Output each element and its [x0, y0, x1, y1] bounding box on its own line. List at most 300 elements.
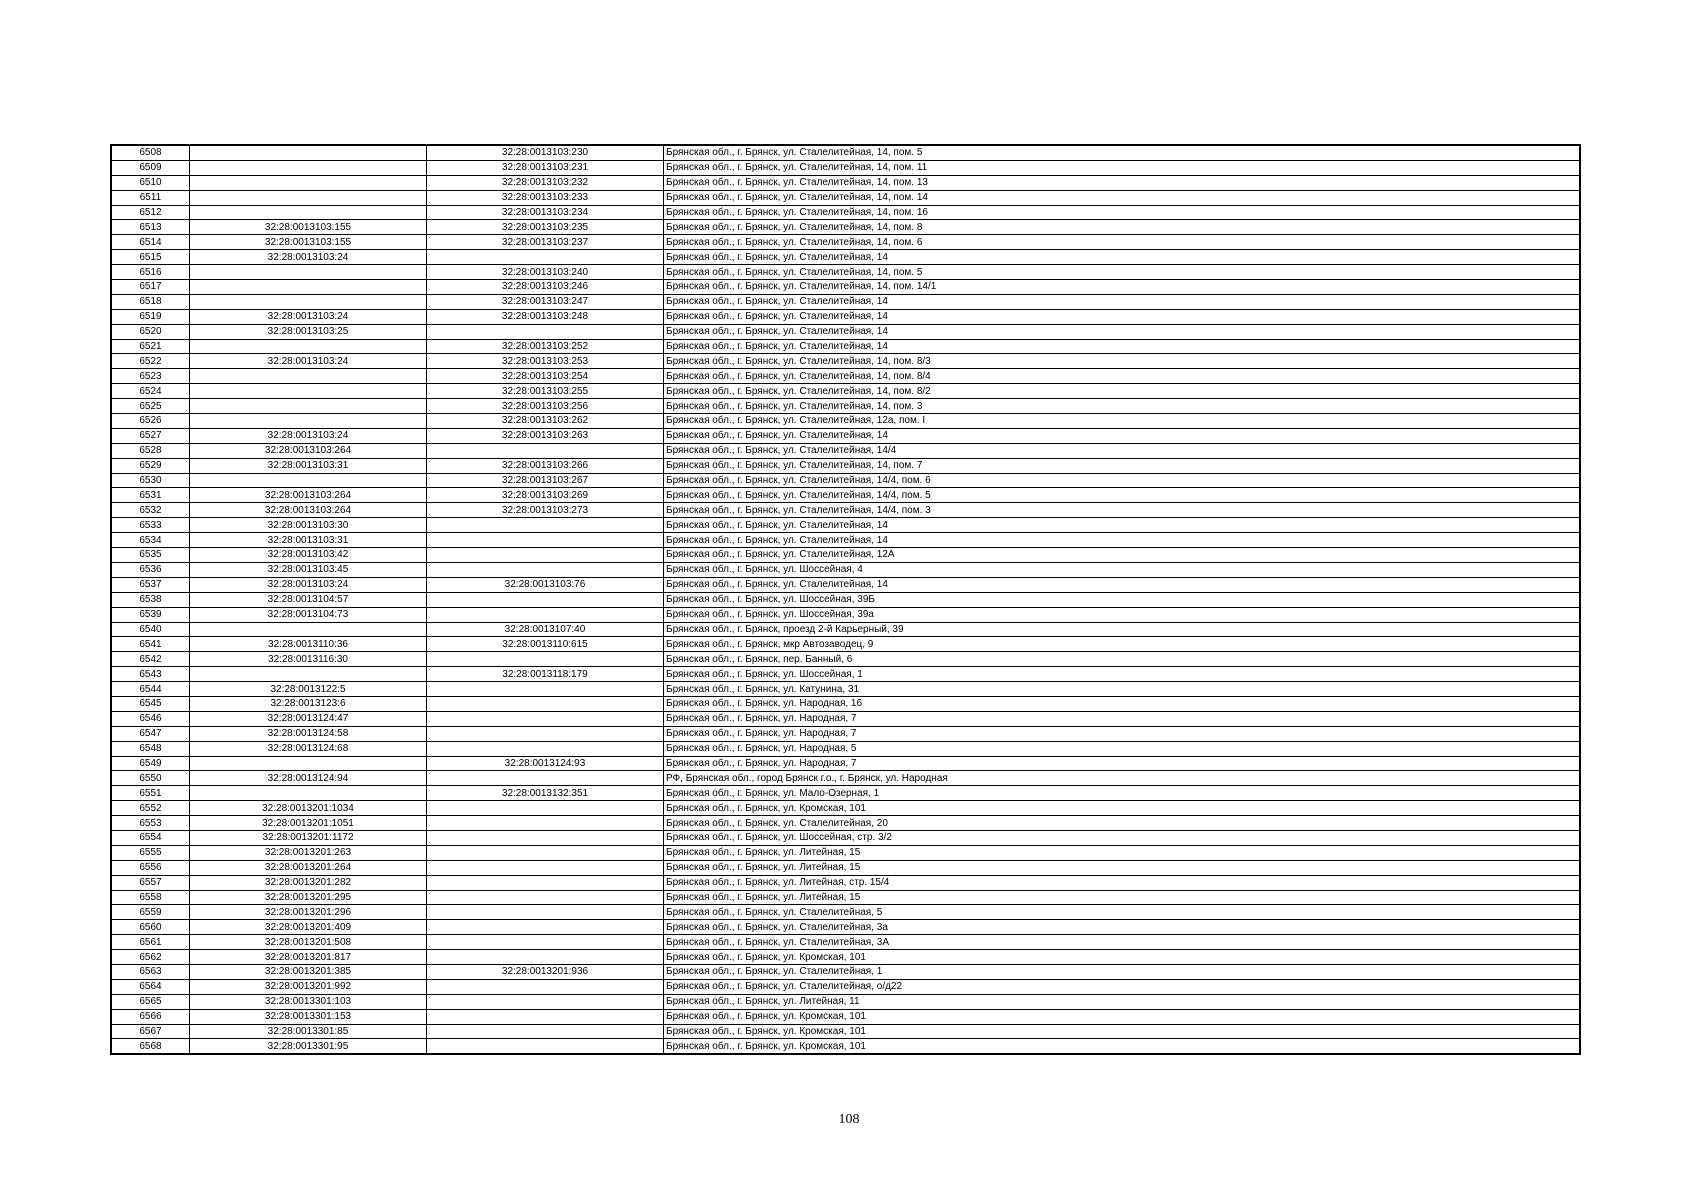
cadastral-number-cell [427, 592, 664, 607]
row-number-cell: 6521 [111, 339, 190, 354]
table-row [111, 875, 1580, 890]
parent-cadastral-number-cell: 32:28:0013103:264 [190, 488, 427, 503]
table-row [111, 294, 1580, 309]
row-number-cell: 6539 [111, 607, 190, 622]
table-row [111, 607, 1580, 622]
address-cell: Брянская обл., г. Брянск, ул. Литейная, 15 [664, 860, 1581, 875]
table-row [111, 994, 1580, 1009]
address-cell: Брянская обл., г. Брянск, ул. Сталелитейная, 14, пом. 8/4 [664, 369, 1581, 384]
cadastral-number-cell [427, 801, 664, 816]
cadastral-number-cell [427, 548, 664, 563]
address-cell: Брянская обл., г. Брянск, ул. Литейная, 15 [664, 890, 1581, 905]
address-cell: Брянская обл., г. Брянск, ул. Сталелитейная, 5 [664, 905, 1581, 920]
parent-cadastral-number-cell: 32:28:0013122:5 [190, 682, 427, 697]
address-cell: Брянская обл., г. Брянск, ул. Сталелитейная, 14/4, пом. 6 [664, 473, 1581, 488]
row-number-cell: 6537 [111, 577, 190, 592]
row-number-cell: 6516 [111, 265, 190, 280]
address-cell: Брянская обл., г. Брянск, ул. Народная, 5 [664, 741, 1581, 756]
parent-cadastral-number-cell [190, 369, 427, 384]
cadastral-number-cell [427, 979, 664, 994]
address-cell: Брянская обл., г. Брянск, ул. Сталелитейная, 14, пом. 8/3 [664, 354, 1581, 369]
parent-cadastral-number-cell: 32:28:0013103:264 [190, 503, 427, 518]
row-number-cell: 6538 [111, 592, 190, 607]
parent-cadastral-number-cell: 32:28:0013103:25 [190, 324, 427, 339]
cadastral-number-cell: 32:28:0013103:240 [427, 265, 664, 280]
row-number-cell: 6544 [111, 682, 190, 697]
address-cell: Брянская обл., г. Брянск, ул. Сталелитейная, 14 [664, 533, 1581, 548]
table-row [111, 1039, 1580, 1054]
cadastral-number-cell [427, 920, 664, 935]
parent-cadastral-number-cell: 32:28:0013124:94 [190, 771, 427, 786]
page-number: 108 [838, 1112, 860, 1127]
cadastral-number-cell [427, 845, 664, 860]
table-row [111, 964, 1580, 979]
table-row [111, 145, 1580, 160]
cadastral-number-cell: 32:28:0013103:248 [427, 309, 664, 324]
address-cell: Брянская обл., г. Брянск, ул. Шоссейная, 39Б [664, 592, 1581, 607]
cadastral-number-cell [427, 816, 664, 831]
table-row [111, 339, 1580, 354]
cadastral-number-cell: 32:28:0013103:262 [427, 414, 664, 429]
row-number-cell: 6543 [111, 667, 190, 682]
cadastral-number-cell: 32:28:0013103:234 [427, 205, 664, 220]
parent-cadastral-number-cell: 32:28:0013103:31 [190, 458, 427, 473]
cadastral-number-cell: 32:28:0013103:255 [427, 384, 664, 399]
cadastral-number-cell [427, 1009, 664, 1024]
parent-cadastral-number-cell: 32:28:0013201:409 [190, 920, 427, 935]
row-number-cell: 6565 [111, 994, 190, 1009]
row-number-cell: 6528 [111, 443, 190, 458]
address-cell: Брянская обл., г. Брянск, ул. Народная, 16 [664, 696, 1581, 711]
cadastral-number-cell: 32:28:0013132:351 [427, 786, 664, 801]
row-number-cell: 6524 [111, 384, 190, 399]
table-row [111, 845, 1580, 860]
address-cell: Брянская обл., г. Брянск, ул. Сталелитейная, 14 [664, 518, 1581, 533]
address-cell: Брянская обл., г. Брянск, ул. Сталелитейная, 14, пом. 8/2 [664, 384, 1581, 399]
row-number-cell: 6512 [111, 205, 190, 220]
table-row [111, 369, 1580, 384]
table-row [111, 250, 1580, 265]
address-cell: Брянская обл., г. Брянск, ул. Сталелитейная, 14 [664, 309, 1581, 324]
address-cell: Брянская обл., г. Брянск, ул. Кромская, 101 [664, 1009, 1581, 1024]
address-cell: Брянская обл., г. Брянск, ул. Сталелитейная, 14/4, пом. 3 [664, 503, 1581, 518]
cadastral-number-cell: 32:28:0013103:253 [427, 354, 664, 369]
parent-cadastral-number-cell: 32:28:0013103:155 [190, 235, 427, 250]
row-number-cell: 6532 [111, 503, 190, 518]
cadastral-number-cell: 32:28:0013103:247 [427, 294, 664, 309]
table-row [111, 235, 1580, 250]
parent-cadastral-number-cell: 32:28:0013103:264 [190, 443, 427, 458]
parent-cadastral-number-cell: 32:28:0013124:58 [190, 726, 427, 741]
cadastral-number-cell: 32:28:0013107:40 [427, 622, 664, 637]
parent-cadastral-number-cell [190, 205, 427, 220]
table-row [111, 890, 1580, 905]
address-cell: Брянская обл., г. Брянск, ул. Сталелитейная, 14 [664, 428, 1581, 443]
address-cell: Брянская обл., г. Брянск, ул. Сталелитейная, 14, пом. 16 [664, 205, 1581, 220]
cadastral-number-cell [427, 682, 664, 697]
table-row [111, 696, 1580, 711]
address-cell: Брянская обл., г. Брянск, ул. Кромская, 101 [664, 801, 1581, 816]
parent-cadastral-number-cell: 32:28:0013201:385 [190, 964, 427, 979]
cadastral-number-cell: 32:28:0013103:232 [427, 175, 664, 190]
row-number-cell: 6508 [111, 145, 190, 160]
table-row [111, 548, 1580, 563]
table-row [111, 756, 1580, 771]
address-cell: Брянская обл., г. Брянск, ул. Народная, 7 [664, 726, 1581, 741]
cadastral-number-cell [427, 890, 664, 905]
address-cell: Брянская обл., г. Брянск, ул. Литейная, 15 [664, 845, 1581, 860]
cadastral-number-cell [427, 860, 664, 875]
cadastral-number-cell: 32:28:0013103:231 [427, 160, 664, 175]
address-cell: Брянская обл., г. Брянск, ул. Сталелитейная, 3а [664, 920, 1581, 935]
parent-cadastral-number-cell: 32:28:0013123:6 [190, 696, 427, 711]
cadastral-number-cell [427, 711, 664, 726]
address-cell: Брянская обл., г. Брянск, ул. Сталелитейная, 14 [664, 294, 1581, 309]
row-number-cell: 6558 [111, 890, 190, 905]
table-body [111, 145, 1580, 1054]
address-cell: Брянская обл., г. Брянск, ул. Сталелитейная, 14, пом. 14 [664, 190, 1581, 205]
row-number-cell: 6541 [111, 637, 190, 652]
table-row [111, 592, 1580, 607]
cadastral-number-cell [427, 726, 664, 741]
table-row [111, 205, 1580, 220]
table-row [111, 950, 1580, 965]
address-cell: Брянская обл., г. Брянск, ул. Сталелитейная, 1 [664, 964, 1581, 979]
parent-cadastral-number-cell: 32:28:0013201:296 [190, 905, 427, 920]
cadastral-number-cell [427, 533, 664, 548]
address-cell: Брянская обл., г. Брянск, ул. Сталелитейная, 3А [664, 935, 1581, 950]
row-number-cell: 6515 [111, 250, 190, 265]
row-number-cell: 6517 [111, 280, 190, 295]
table-row [111, 771, 1580, 786]
table-row [111, 1024, 1580, 1039]
table-row [111, 622, 1580, 637]
address-cell: Брянская обл., г. Брянск, ул. Сталелитейная, 14 [664, 339, 1581, 354]
address-cell: Брянская обл., г. Брянск, ул. Шоссейная, 4 [664, 562, 1581, 577]
row-number-cell: 6551 [111, 786, 190, 801]
address-cell: Брянская обл., г. Брянск, ул. Сталелитейная, 14/4 [664, 443, 1581, 458]
table-row [111, 860, 1580, 875]
table-row [111, 741, 1580, 756]
parent-cadastral-number-cell: 32:28:0013103:24 [190, 250, 427, 265]
table-row [111, 577, 1580, 592]
cadastral-number-cell: 32:28:0013118:179 [427, 667, 664, 682]
table-row [111, 399, 1580, 414]
table-row [111, 905, 1580, 920]
row-number-cell: 6548 [111, 741, 190, 756]
row-number-cell: 6535 [111, 548, 190, 563]
address-cell: Брянская обл., г. Брянск, ул. Кромская, 101 [664, 950, 1581, 965]
row-number-cell: 6549 [111, 756, 190, 771]
table-row [111, 175, 1580, 190]
parent-cadastral-number-cell: 32:28:0013103:31 [190, 533, 427, 548]
parent-cadastral-number-cell: 32:28:0013201:295 [190, 890, 427, 905]
cadastral-number-cell: 32:28:0013103:230 [427, 145, 664, 160]
cadastral-number-cell [427, 1024, 664, 1039]
row-number-cell: 6567 [111, 1024, 190, 1039]
row-number-cell: 6518 [111, 294, 190, 309]
table-row [111, 935, 1580, 950]
address-cell: Брянская обл., г. Брянск, ул. Сталелитейная, 14, пом. 8 [664, 220, 1581, 235]
parent-cadastral-number-cell [190, 294, 427, 309]
table-row [111, 473, 1580, 488]
address-cell: Брянская обл., г. Брянск, мкр Автозаводец, 9 [664, 637, 1581, 652]
row-number-cell: 6561 [111, 935, 190, 950]
parent-cadastral-number-cell [190, 414, 427, 429]
table-row [111, 458, 1580, 473]
address-cell: Брянская обл., г. Брянск, ул. Мало-Озерная, 1 [664, 786, 1581, 801]
row-number-cell: 6568 [111, 1039, 190, 1054]
cadastral-number-cell: 32:28:0013103:235 [427, 220, 664, 235]
table-row [111, 265, 1580, 280]
cadastral-number-cell: 32:28:0013103:237 [427, 235, 664, 250]
cadastral-number-cell: 32:28:0013103:269 [427, 488, 664, 503]
address-cell: Брянская обл., г. Брянск, ул. Сталелитейная, 14, пом. 13 [664, 175, 1581, 190]
address-cell: Брянская обл., г. Брянск, ул. Народная, 7 [664, 711, 1581, 726]
cadastral-number-cell [427, 994, 664, 1009]
address-cell: Брянская обл., г. Брянск, проезд 2-й Карьерный, 39 [664, 622, 1581, 637]
parent-cadastral-number-cell [190, 265, 427, 280]
row-number-cell: 6514 [111, 235, 190, 250]
parent-cadastral-number-cell [190, 190, 427, 205]
parent-cadastral-number-cell: 32:28:0013124:68 [190, 741, 427, 756]
address-cell: Брянская обл., г. Брянск, ул. Литейная, стр. 15/4 [664, 875, 1581, 890]
cadastral-number-cell: 32:28:0013103:256 [427, 399, 664, 414]
parent-cadastral-number-cell: 32:28:0013201:508 [190, 935, 427, 950]
cadastral-number-cell: 32:28:0013103:246 [427, 280, 664, 295]
table-row [111, 160, 1580, 175]
cadastral-number-cell [427, 696, 664, 711]
parent-cadastral-number-cell: 32:28:0013104:73 [190, 607, 427, 622]
table-row [111, 682, 1580, 697]
address-cell: Брянская обл., г. Брянск, ул. Сталелитейная, 14, пом. 7 [664, 458, 1581, 473]
address-cell: Брянская обл., г. Брянск, ул. Сталелитейная, о/д22 [664, 979, 1581, 994]
parent-cadastral-number-cell: 32:28:0013103:45 [190, 562, 427, 577]
address-cell: Брянская обл., г. Брянск, ул. Сталелитейная, 14/4, пом. 5 [664, 488, 1581, 503]
address-cell: Брянская обл., г. Брянск, ул. Шоссейная, стр. 3/2 [664, 830, 1581, 845]
table-row [111, 562, 1580, 577]
address-cell: Брянская обл., г. Брянск, ул. Катунина, 31 [664, 682, 1581, 697]
property-registry-table [110, 144, 1581, 1055]
cadastral-number-cell [427, 1039, 664, 1054]
parent-cadastral-number-cell: 32:28:0013201:263 [190, 845, 427, 860]
cadastral-number-cell: 32:28:0013103:273 [427, 503, 664, 518]
row-number-cell: 6553 [111, 816, 190, 831]
row-number-cell: 6529 [111, 458, 190, 473]
cadastral-number-cell [427, 518, 664, 533]
table-row [111, 652, 1580, 667]
parent-cadastral-number-cell: 32:28:0013201:1034 [190, 801, 427, 816]
row-number-cell: 6550 [111, 771, 190, 786]
table-row [111, 726, 1580, 741]
row-number-cell: 6560 [111, 920, 190, 935]
address-cell: Брянская обл., г. Брянск, ул. Кромская, 101 [664, 1024, 1581, 1039]
parent-cadastral-number-cell: 32:28:0013201:1051 [190, 816, 427, 831]
cadastral-number-cell [427, 443, 664, 458]
row-number-cell: 6534 [111, 533, 190, 548]
cadastral-number-cell: 32:28:0013201:936 [427, 964, 664, 979]
row-number-cell: 6562 [111, 950, 190, 965]
address-cell: Брянская обл., г. Брянск, ул. Шоссейная, 39а [664, 607, 1581, 622]
parent-cadastral-number-cell: 32:28:0013301:95 [190, 1039, 427, 1054]
cadastral-number-cell [427, 875, 664, 890]
table-row [111, 414, 1580, 429]
parent-cadastral-number-cell: 32:28:0013103:42 [190, 548, 427, 563]
row-number-cell: 6513 [111, 220, 190, 235]
table-row [111, 488, 1580, 503]
cadastral-number-cell [427, 652, 664, 667]
cadastral-number-cell: 32:28:0013110:615 [427, 637, 664, 652]
cadastral-number-cell: 32:28:0013103:76 [427, 577, 664, 592]
parent-cadastral-number-cell [190, 145, 427, 160]
parent-cadastral-number-cell [190, 756, 427, 771]
row-number-cell: 6533 [111, 518, 190, 533]
address-cell: Брянская обл., г. Брянск, ул. Народная, 7 [664, 756, 1581, 771]
parent-cadastral-number-cell [190, 399, 427, 414]
cadastral-number-cell: 32:28:0013103:266 [427, 458, 664, 473]
parent-cadastral-number-cell: 32:28:0013301:85 [190, 1024, 427, 1039]
table-row [111, 979, 1580, 994]
cadastral-number-cell [427, 607, 664, 622]
cadastral-number-cell: 32:28:0013103:252 [427, 339, 664, 354]
address-cell: Брянская обл., г. Брянск, ул. Сталелитейная, 12а, пом. I [664, 414, 1581, 429]
cadastral-number-cell [427, 562, 664, 577]
parent-cadastral-number-cell: 32:28:0013124:47 [190, 711, 427, 726]
address-cell: Брянская обл., г. Брянск, ул. Сталелитейная, 14, пом. 5 [664, 145, 1581, 160]
cadastral-number-cell [427, 905, 664, 920]
parent-cadastral-number-cell [190, 622, 427, 637]
cadastral-number-cell [427, 771, 664, 786]
address-cell: Брянская обл., г. Брянск, ул. Сталелитейная, 14 [664, 577, 1581, 592]
cadastral-number-cell: 32:28:0013103:263 [427, 428, 664, 443]
table-row [111, 428, 1580, 443]
address-cell: Брянская обл., г. Брянск, ул. Сталелитейная, 20 [664, 816, 1581, 831]
parent-cadastral-number-cell: 32:28:0013301:153 [190, 1009, 427, 1024]
parent-cadastral-number-cell: 32:28:0013103:24 [190, 577, 427, 592]
row-number-cell: 6527 [111, 428, 190, 443]
row-number-cell: 6522 [111, 354, 190, 369]
cadastral-number-cell [427, 324, 664, 339]
cadastral-number-cell: 32:28:0013103:254 [427, 369, 664, 384]
row-number-cell: 6545 [111, 696, 190, 711]
row-number-cell: 6519 [111, 309, 190, 324]
parent-cadastral-number-cell [190, 280, 427, 295]
table-row [111, 1009, 1580, 1024]
address-cell: Брянская обл., г. Брянск, ул. Сталелитейная, 14, пом. 6 [664, 235, 1581, 250]
parent-cadastral-number-cell: 32:28:0013201:992 [190, 979, 427, 994]
row-number-cell: 6511 [111, 190, 190, 205]
parent-cadastral-number-cell [190, 339, 427, 354]
row-number-cell: 6540 [111, 622, 190, 637]
parent-cadastral-number-cell: 32:28:0013104:57 [190, 592, 427, 607]
address-cell: Брянская обл., г. Брянск, ул. Литейная, 11 [664, 994, 1581, 1009]
parent-cadastral-number-cell: 32:28:0013201:1172 [190, 830, 427, 845]
address-cell: Брянская обл., г. Брянск, пер. Банный, 6 [664, 652, 1581, 667]
table-row [111, 816, 1580, 831]
cadastral-number-cell: 32:28:0013103:233 [427, 190, 664, 205]
parent-cadastral-number-cell [190, 160, 427, 175]
parent-cadastral-number-cell: 32:28:0013301:103 [190, 994, 427, 1009]
parent-cadastral-number-cell: 32:28:0013201:817 [190, 950, 427, 965]
table-row [111, 667, 1580, 682]
table-row [111, 920, 1580, 935]
row-number-cell: 6564 [111, 979, 190, 994]
cadastral-number-cell [427, 250, 664, 265]
row-number-cell: 6509 [111, 160, 190, 175]
cadastral-number-cell [427, 830, 664, 845]
table-row [111, 637, 1580, 652]
parent-cadastral-number-cell [190, 786, 427, 801]
cadastral-number-cell: 32:28:0013103:267 [427, 473, 664, 488]
table-row [111, 280, 1580, 295]
table-row [111, 533, 1580, 548]
address-cell: Брянская обл., г. Брянск, ул. Сталелитейная, 14 [664, 250, 1581, 265]
parent-cadastral-number-cell: 32:28:0013103:24 [190, 428, 427, 443]
table-row [111, 801, 1580, 816]
parent-cadastral-number-cell: 32:28:0013103:30 [190, 518, 427, 533]
parent-cadastral-number-cell: 32:28:0013201:282 [190, 875, 427, 890]
row-number-cell: 6552 [111, 801, 190, 816]
address-cell: Брянская обл., г. Брянск, ул. Кромская, 101 [664, 1039, 1581, 1054]
row-number-cell: 6546 [111, 711, 190, 726]
row-number-cell: 6526 [111, 414, 190, 429]
row-number-cell: 6554 [111, 830, 190, 845]
parent-cadastral-number-cell [190, 175, 427, 190]
row-number-cell: 6520 [111, 324, 190, 339]
row-number-cell: 6555 [111, 845, 190, 860]
cadastral-number-cell [427, 935, 664, 950]
address-cell: Брянская обл., г. Брянск, ул. Сталелитейная, 12А [664, 548, 1581, 563]
row-number-cell: 6542 [111, 652, 190, 667]
parent-cadastral-number-cell: 32:28:0013116:30 [190, 652, 427, 667]
address-cell: Брянская обл., г. Брянск, ул. Сталелитейная, 14, пом. 3 [664, 399, 1581, 414]
row-number-cell: 6556 [111, 860, 190, 875]
table-row [111, 354, 1580, 369]
parent-cadastral-number-cell [190, 384, 427, 399]
row-number-cell: 6547 [111, 726, 190, 741]
row-number-cell: 6557 [111, 875, 190, 890]
row-number-cell: 6510 [111, 175, 190, 190]
table-row [111, 503, 1580, 518]
parent-cadastral-number-cell: 32:28:0013103:155 [190, 220, 427, 235]
parent-cadastral-number-cell [190, 667, 427, 682]
address-cell: Брянская обл., г. Брянск, ул. Сталелитейная, 14, пом. 14/1 [664, 280, 1581, 295]
table-row [111, 309, 1580, 324]
parent-cadastral-number-cell: 32:28:0013201:264 [190, 860, 427, 875]
table-row [111, 786, 1580, 801]
table-row [111, 711, 1580, 726]
table-row [111, 190, 1580, 205]
parent-cadastral-number-cell: 32:28:0013103:24 [190, 309, 427, 324]
parent-cadastral-number-cell [190, 473, 427, 488]
address-cell: РФ, Брянская обл., город Брянск г.о., г. Брянск, ул. Народная [664, 771, 1581, 786]
table-row [111, 324, 1580, 339]
row-number-cell: 6536 [111, 562, 190, 577]
table-row [111, 443, 1580, 458]
table-row [111, 384, 1580, 399]
row-number-cell: 6523 [111, 369, 190, 384]
table-row [111, 830, 1580, 845]
cadastral-number-cell [427, 950, 664, 965]
row-number-cell: 6531 [111, 488, 190, 503]
row-number-cell: 6563 [111, 964, 190, 979]
address-cell: Брянская обл., г. Брянск, ул. Сталелитейная, 14, пом. 5 [664, 265, 1581, 280]
table-row [111, 518, 1580, 533]
address-cell: Брянская обл., г. Брянск, ул. Сталелитейная, 14, пом. 11 [664, 160, 1581, 175]
row-number-cell: 6530 [111, 473, 190, 488]
table-row [111, 220, 1580, 235]
document-page [110, 144, 1581, 1055]
